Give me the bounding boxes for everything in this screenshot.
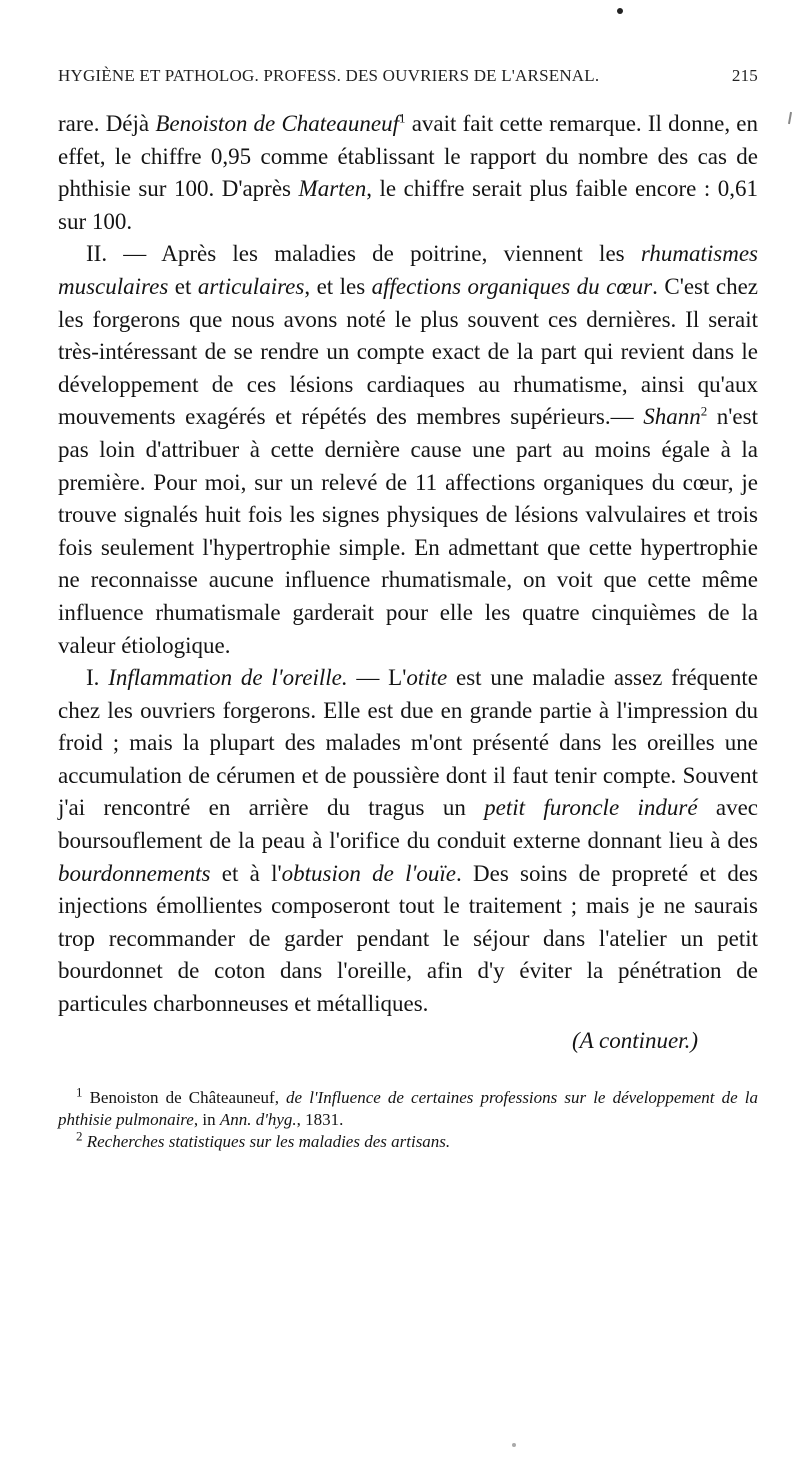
- page-speck: [617, 8, 623, 14]
- paragraph-italic: Benoiston de Chateauneuf: [155, 111, 399, 136]
- footnote-ref: 1: [398, 110, 406, 126]
- paragraph-text: et: [168, 273, 198, 299]
- page-number: 215: [731, 66, 758, 85]
- footnote-text: , in: [193, 1110, 220, 1130]
- paragraph-italic: articulaires: [197, 273, 305, 299]
- footnote-ref: 2: [700, 403, 708, 419]
- footnotes: [58, 1084, 758, 1153]
- running-header: [58, 66, 758, 96]
- paragraph-text: . C'est chez les forgerons que nous avons noté le plus souvent ces dernières. Il serait très-intéressant de se rendre un compte exact de la part qui revient dans le développement de ces lésions cardiaques au rhumatisme, ainsi qu'aux mouvements exagérés et répétés des membres supérieurs.—: [58, 273, 758, 430]
- paragraph-text: rare. Déjà: [58, 111, 156, 136]
- paragraph-italic: Marten: [298, 176, 367, 202]
- paragraph-italic: obtusion de l'ouïe: [281, 860, 456, 886]
- paragraph-text: , et les: [304, 273, 372, 299]
- paragraph-italic: Inflammation de l'oreille.: [108, 665, 348, 691]
- paragraph-italic: otite: [406, 665, 448, 691]
- paragraph-italic: Shann: [643, 404, 701, 430]
- paragraph-text: . Des soins de propreté et des injections émollientes composeront tout le traitement ; mais je ne saurais trop recommander de garder pendant le séjour dans l'atelier un petit bourdonnet de coton dans l'oreille, afin d'y éviter la pénétration de particules charbonneuses et métalliques.: [58, 860, 758, 1017]
- paragraph-text: et à l': [210, 860, 282, 886]
- running-title: HYGIÈNE ET PATHOLOG. PROFESS. DES OUVRIERS DE L'ARSENAL.: [58, 66, 600, 85]
- footnote-text: , 1831.: [296, 1110, 344, 1130]
- paragraph-text: est une maladie assez fréquente chez les ouvriers forgerons. Elle est due en grande partie à l'impression du froid ; mais la plupart des malades m'ont présenté dans les oreilles une accumulation de cérumen et de poussière dont il faut tenir compte. Souvent j'ai rencontré en arrière du tragus un: [58, 665, 758, 821]
- paragraph-italic: affections organiques du cœur: [371, 273, 653, 299]
- footnote-italic: Recherches statistiques sur les maladies des artisans.: [86, 1132, 451, 1152]
- paragraph-text: , le chiffre serait plus faible encore : 0,61 sur 100.: [58, 176, 758, 234]
- paragraph-text: avec boursouflement de la peau à l'orifice du conduit externe donnant lieu à des: [58, 795, 758, 854]
- paragraph-italic: bourdonnements: [58, 860, 211, 886]
- paragraph: [58, 662, 758, 1021]
- footnote-ref: 2: [76, 1128, 83, 1144]
- book-page: [58, 66, 758, 1153]
- paragraph-text: avait fait cette remarque. Il donne, en effet, le chiffre 0,95 comme établissant le rapport du nombre des cas de phthisie sur 100. D'après: [58, 111, 758, 202]
- paragraph-text: — L': [347, 665, 407, 691]
- footnote-text: Benoiston de Châteauneuf,: [82, 1088, 287, 1108]
- main-text: [58, 108, 758, 1057]
- footnote-italic: de l'Influence de certaines professions sur le développement de la phthisie pulmonaire: [58, 1088, 758, 1130]
- paragraph: [58, 238, 758, 662]
- paragraph: [58, 108, 758, 238]
- footnote: [58, 1128, 758, 1153]
- continuation-note: (A continuer.): [571, 1027, 698, 1053]
- margin-mark: [788, 112, 792, 124]
- paragraph-italic: rhumatismes musculaires: [58, 241, 758, 299]
- paragraph-text: I.: [86, 665, 109, 691]
- footnote-ref: 1: [76, 1084, 83, 1100]
- footnote: [58, 1084, 758, 1131]
- paragraph-text: n'est pas loin d'attribuer à cette dernière cause une part au moins égale à la première. Pour moi, sur un relevé de 11 affections organiques du cœur, je trouve signalés huit fois les signes physiques de lésions valvulaires et trois fois seulement l'hypertrophie simple. En admettant que cette hypertrophie ne reconnaisse aucune influence rhumatismale, on voit que cette même influence rhumatismale garderait pour elle les quatre cinquièmes de la valeur étiologique.: [58, 404, 758, 658]
- page-speck: [512, 1443, 516, 1447]
- footnote-italic: Ann. d'hyg.: [219, 1110, 297, 1130]
- paragraph-italic: petit furoncle induré: [484, 795, 698, 821]
- paragraph-text: II. — Après les maladies de poitrine, viennent les: [86, 241, 641, 267]
